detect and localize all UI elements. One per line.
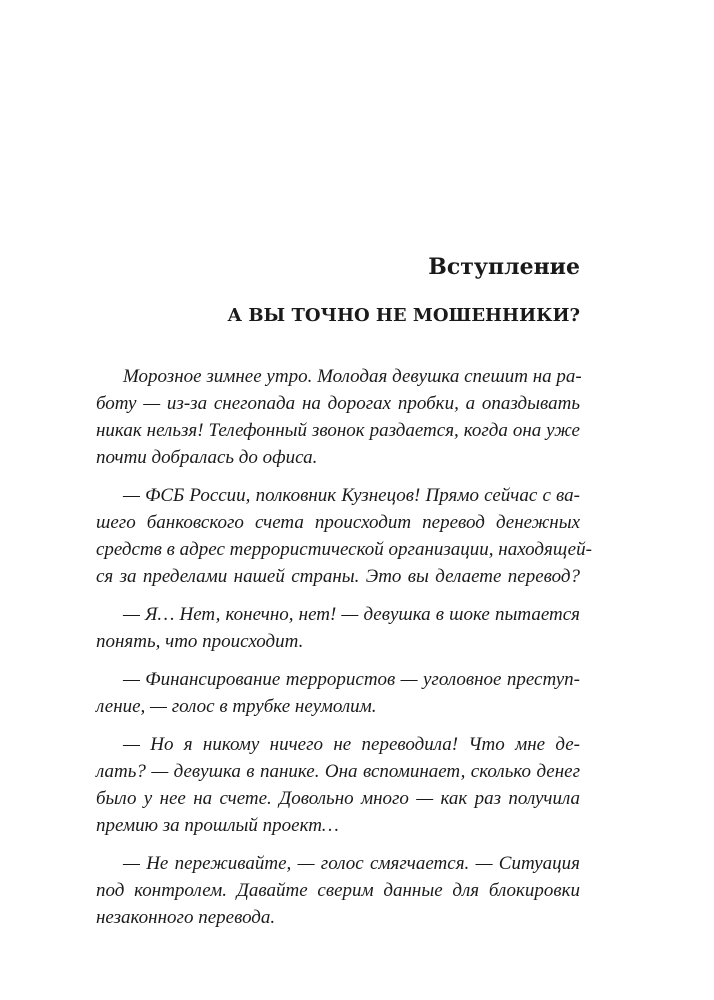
paragraph	[96, 482, 592, 590]
text-line: под контролем. Давайте сверим данные для блокировки	[96, 880, 580, 901]
text-line: было у нее на счете. Довольно много — как раз получила	[96, 788, 580, 809]
text-line: средств в адрес террористической организации, находящей-	[96, 539, 592, 560]
paragraph	[96, 666, 580, 720]
chapter-title: Вступление	[428, 254, 580, 280]
text-line: лать? — девушка в панике. Она вспоминает, сколько денег	[96, 761, 580, 782]
text-line: почти добралась до офиса.	[96, 447, 318, 468]
text-line: — Финансирование террористов — уголовное преступ-	[123, 669, 580, 690]
text-line: боту — из-за снегопада на дорогах пробки, а опаздывать	[96, 393, 580, 414]
paragraph	[96, 601, 580, 655]
text-line: Морозное зимнее утро. Молодая девушка спешит на ра-	[123, 366, 582, 387]
text-line: шего банковского счета происходит перевод денежных	[96, 512, 580, 533]
body-text	[96, 363, 592, 942]
text-line: — ФСБ России, полковник Кузнецов! Прямо сейчас с ва-	[123, 485, 580, 506]
text-line: ление, — голос в трубке неумолим.	[96, 696, 377, 717]
text-line: — Не переживайте, — голос смягчается. — Ситуация	[123, 853, 580, 874]
text-line: никак нельзя! Телефонный звонок раздается, когда она уже	[96, 420, 580, 441]
paragraph	[96, 363, 580, 471]
chapter-subtitle: А ВЫ ТОЧНО НЕ МОШЕННИКИ?	[227, 305, 580, 326]
text-line: премию за прошлый проект…	[96, 815, 339, 836]
text-line: — Но я никому ничего не переводила! Что мне де-	[123, 734, 580, 755]
paragraph	[96, 731, 580, 839]
paragraph	[96, 850, 580, 931]
text-line: ся за пределами нашей страны. Это вы делаете перевод?	[96, 566, 580, 587]
text-line: понять, что происходит.	[96, 631, 304, 652]
text-line: — Я… Нет, конечно, нет! — девушка в шоке пытается	[123, 604, 580, 625]
text-line: незаконного перевода.	[96, 907, 276, 928]
